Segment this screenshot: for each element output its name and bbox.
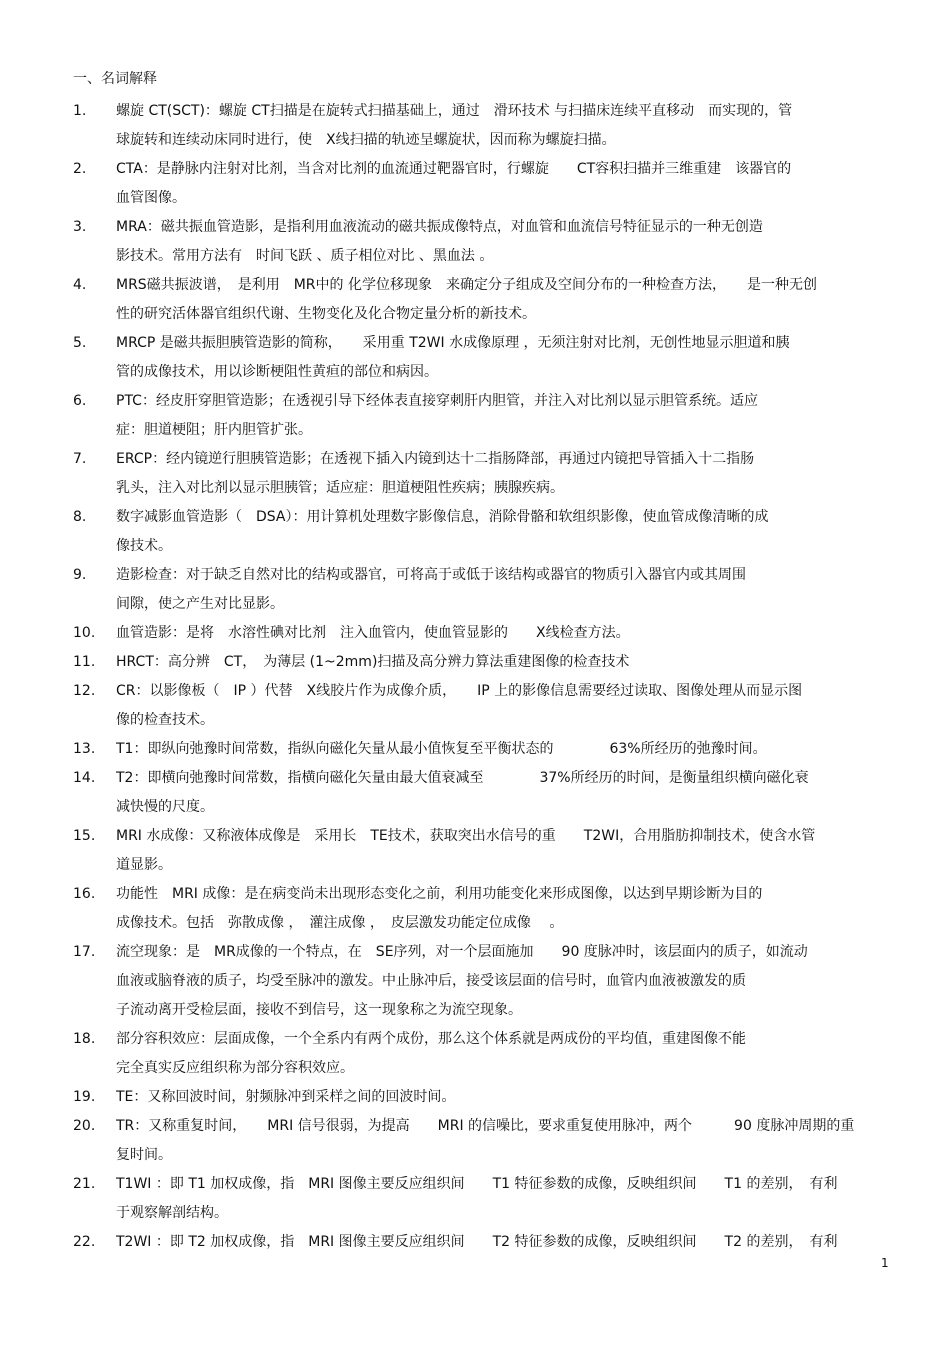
entry-number: 3. [73,219,87,235]
entry-text-line: HRCT：高分辨 CT， 为薄层 (1~2mm)扫描及高分辨力算法重建图像的检查技术 [116,654,630,670]
definition-entry [0,938,950,1025]
definition-entry [0,1228,950,1257]
entry-text-line: 像的检查技术。 [116,712,214,728]
definition-entry [0,97,950,155]
entry-number: 12. [73,683,96,699]
entry-number: 6. [73,393,87,409]
entry-text [116,764,876,822]
entry-text [116,445,876,503]
definition-entry [0,619,950,648]
entry-text-line: CTA：是静脉内注射对比剂，当含对比剂的血流通过靶器官时，行螺旋 CT容积扫描并三维重建 该器官的 [116,161,792,177]
definition-entry [0,213,950,271]
entry-number: 2. [73,161,87,177]
entry-number: 19. [73,1089,96,1105]
entry-text-line: 螺旋 CT(SCT)：螺旋 CT扫描是在旋转式扫描基础上，通过 滑环技术 与扫描床连续平直移动 而实现的，管 [116,103,793,119]
entry-text-line: 功能性 MRI 成像：是在病变尚未出现形态变化之前，利用功能变化来形成图像，以达到早期诊断为目的 [116,886,763,902]
entry-text [116,619,876,648]
definition-entry [0,880,950,938]
entry-text [116,822,876,880]
entry-text [116,648,876,677]
entry-text-line: T1：即纵向弛豫时间常数，指纵向磁化矢量从最小值恢复至平衡状态的 63%所经历的弛豫时间。 [116,741,767,757]
definition-entry [0,1025,950,1083]
definition-entry [0,1083,950,1112]
definition-list [0,97,950,1257]
entry-text [116,155,876,213]
entry-text-line: MRI 水成像：又称液体成像是 采用长 TE技术，获取突出水信号的重 T2WI，合用脂肪抑制技术，使含水管 [116,828,816,844]
entry-text [116,1170,876,1228]
entry-text-line: MRCP 是磁共振胆胰管造影的简称， 采用重 T2WI 水成像原理 ，无须注射对比剂，无创性地显示胆道和胰 [116,335,790,351]
entry-text-line: 球旋转和连续动床同时进行，使 X线扫描的轨迹呈螺旋状，因而称为螺旋扫描。 [116,132,616,148]
entry-text-line: 血管图像。 [116,190,186,206]
entry-text-line: 性的研究活体器官组织代谢、生物变化及化合物定量分析的新技术。 [116,306,536,322]
definition-entry [0,822,950,880]
entry-text-line: 减快慢的尺度。 [116,799,214,815]
definition-entry [0,445,950,503]
entry-text [116,938,876,1025]
entry-text [116,503,876,561]
entry-text-line: 道显影。 [116,857,172,873]
entry-number: 9. [73,567,87,583]
entry-text [116,880,876,938]
entry-text [116,677,876,735]
entry-text-line: T2：即横向弛豫时间常数，指横向磁化矢量由最大值衰减至 37%所经历的时间，是衡量组织横向磁化衰 [116,770,809,786]
entry-text-line: 血管造影：是将 水溶性碘对比剂 注入血管内，使血管显影的 X线检查方法。 [116,625,630,641]
definition-entry [0,735,950,764]
entry-text [116,387,876,445]
entry-text-line: 完全真实反应组织称为部分容积效应。 [116,1060,354,1076]
entry-text-line: 数字减影血管造影（ DSA）：用计算机处理数字影像信息，消除骨骼和软组织影像，使血管成像清晰的成 [116,509,769,525]
entry-text [116,1228,876,1257]
definition-entry [0,271,950,329]
definition-entry [0,764,950,822]
entry-text-line: 管的成像技术，用以诊断梗阻性黄疸的部位和病因。 [116,364,438,380]
definition-entry [0,387,950,445]
definition-entry [0,1112,950,1170]
entry-number: 21. [73,1176,96,1192]
entry-text [116,97,876,155]
entry-text-line: 造影检查：对于缺乏自然对比的结构或器官，可将高于或低于该结构或器官的物质引入器官内或其周围 [116,567,746,583]
entry-text [116,213,876,271]
definition-entry [0,155,950,213]
entry-number: 7. [73,451,87,467]
entry-text [116,1083,876,1112]
entry-text-line: CR：以影像板（ IP ）代替 X线胶片作为成像介质， IP 上的影像信息需要经过读取、图像处理从而显示图 [116,683,803,699]
entry-number: 1. [73,103,87,119]
entry-text-line: 部分容积效应：层面成像，一个全系内有两个成份，那么这个体系就是两成份的平均值，重建图像不能 [116,1031,746,1047]
definition-entry [0,329,950,387]
definition-entry [0,677,950,735]
entry-number: 20. [73,1118,96,1134]
entry-text-line: 血液或脑脊液的质子，均受至脉冲的激发。中止脉冲后，接受该层面的信号时，血管内血液被激发的质 [116,973,746,989]
entry-text-line: 影技术。常用方法有 时间飞跃 、质子相位对比 、黑血法 。 [116,248,494,264]
entry-text-line: PTC：经皮肝穿胆管造影；在透视引导下经体表直接穿刺肝内胆管，并注入对比剂以显示胆管系统。适应 [116,393,758,409]
entry-text-line: 乳头，注入对比剂以显示胆胰管；适应症：胆道梗阻性疾病；胰腺疾病。 [116,480,564,496]
entry-text [116,1112,876,1170]
entry-number: 14. [73,770,96,786]
definition-entry [0,1170,950,1228]
entry-number: 8. [73,509,87,525]
entry-text [116,1025,876,1083]
entry-text-line: 流空现象：是 MR成像的一个特点，在 SE序列，对一个层面施加 90 度脉冲时，该层面内的质子，如流动 [116,944,808,960]
entry-number: 5. [73,335,87,351]
entry-number: 17. [73,944,96,960]
entry-number: 11. [73,654,96,670]
entry-text-line: 像技术。 [116,538,172,554]
definition-entry [0,503,950,561]
entry-text-line: 间隙，使之产生对比显影。 [116,596,284,612]
entry-number: 10. [73,625,96,641]
entry-number: 16. [73,886,96,902]
entry-text-line: TR：又称重复时间， MRI 信号很弱，为提高 MRI 的信噪比，要求重复使用脉冲，两个 90 度脉冲周期的重 [116,1118,855,1134]
definition-entry [0,648,950,677]
entry-text-line: 复时间。 [116,1147,172,1163]
entry-text-line: T2WI ：即 T2 加权成像，指 MRI 图像主要反应组织间 T2 特征参数的成像，反映组织间 T2 的差别， 有利 [116,1234,838,1250]
page-number: 1 [881,1256,889,1270]
section-title: 一、名词解释 [73,71,157,87]
entry-text-line: 于观察解剖结构。 [116,1205,228,1221]
definition-entry [0,561,950,619]
entry-text [116,561,876,619]
entry-text-line: MRA：磁共振血管造影，是指利用血液流动的磁共振成像特点，对血管和血流信号特征显示的一种无创造 [116,219,763,235]
entry-text-line: 子流动离开受检层面，接收不到信号，这一现象称之为流空现象。 [116,1002,522,1018]
entry-text-line: T1WI ：即 T1 加权成像，指 MRI 图像主要反应组织间 T1 特征参数的成像，反映组织间 T1 的差别， 有利 [116,1176,838,1192]
entry-text-line: ERCP：经内镜逆行胆胰管造影；在透视下插入内镜到达十二指肠降部，再通过内镜把导管插入十二指肠 [116,451,755,467]
entry-number: 4. [73,277,87,293]
entry-text-line: MRS磁共振波谱， 是利用 MR中的 化学位移现象 来确定分子组成及空间分布的一种检查方法， 是一种无创 [116,277,817,293]
entry-text-line: TE：又称回波时间，射频脉冲到采样之间的回波时间。 [116,1089,456,1105]
entry-text-line: 症：胆道梗阻；肝内胆管扩张。 [116,422,312,438]
entry-text [116,735,876,764]
entry-number: 15. [73,828,96,844]
entry-text [116,329,876,387]
entry-text [116,271,876,329]
entry-number: 18. [73,1031,96,1047]
entry-number: 22. [73,1234,96,1250]
entry-number: 13. [73,741,96,757]
entry-text-line: 成像技术。包括 弥散成像 ， 灌注成像 ， 皮层激发功能定位成像 。 [116,915,564,931]
